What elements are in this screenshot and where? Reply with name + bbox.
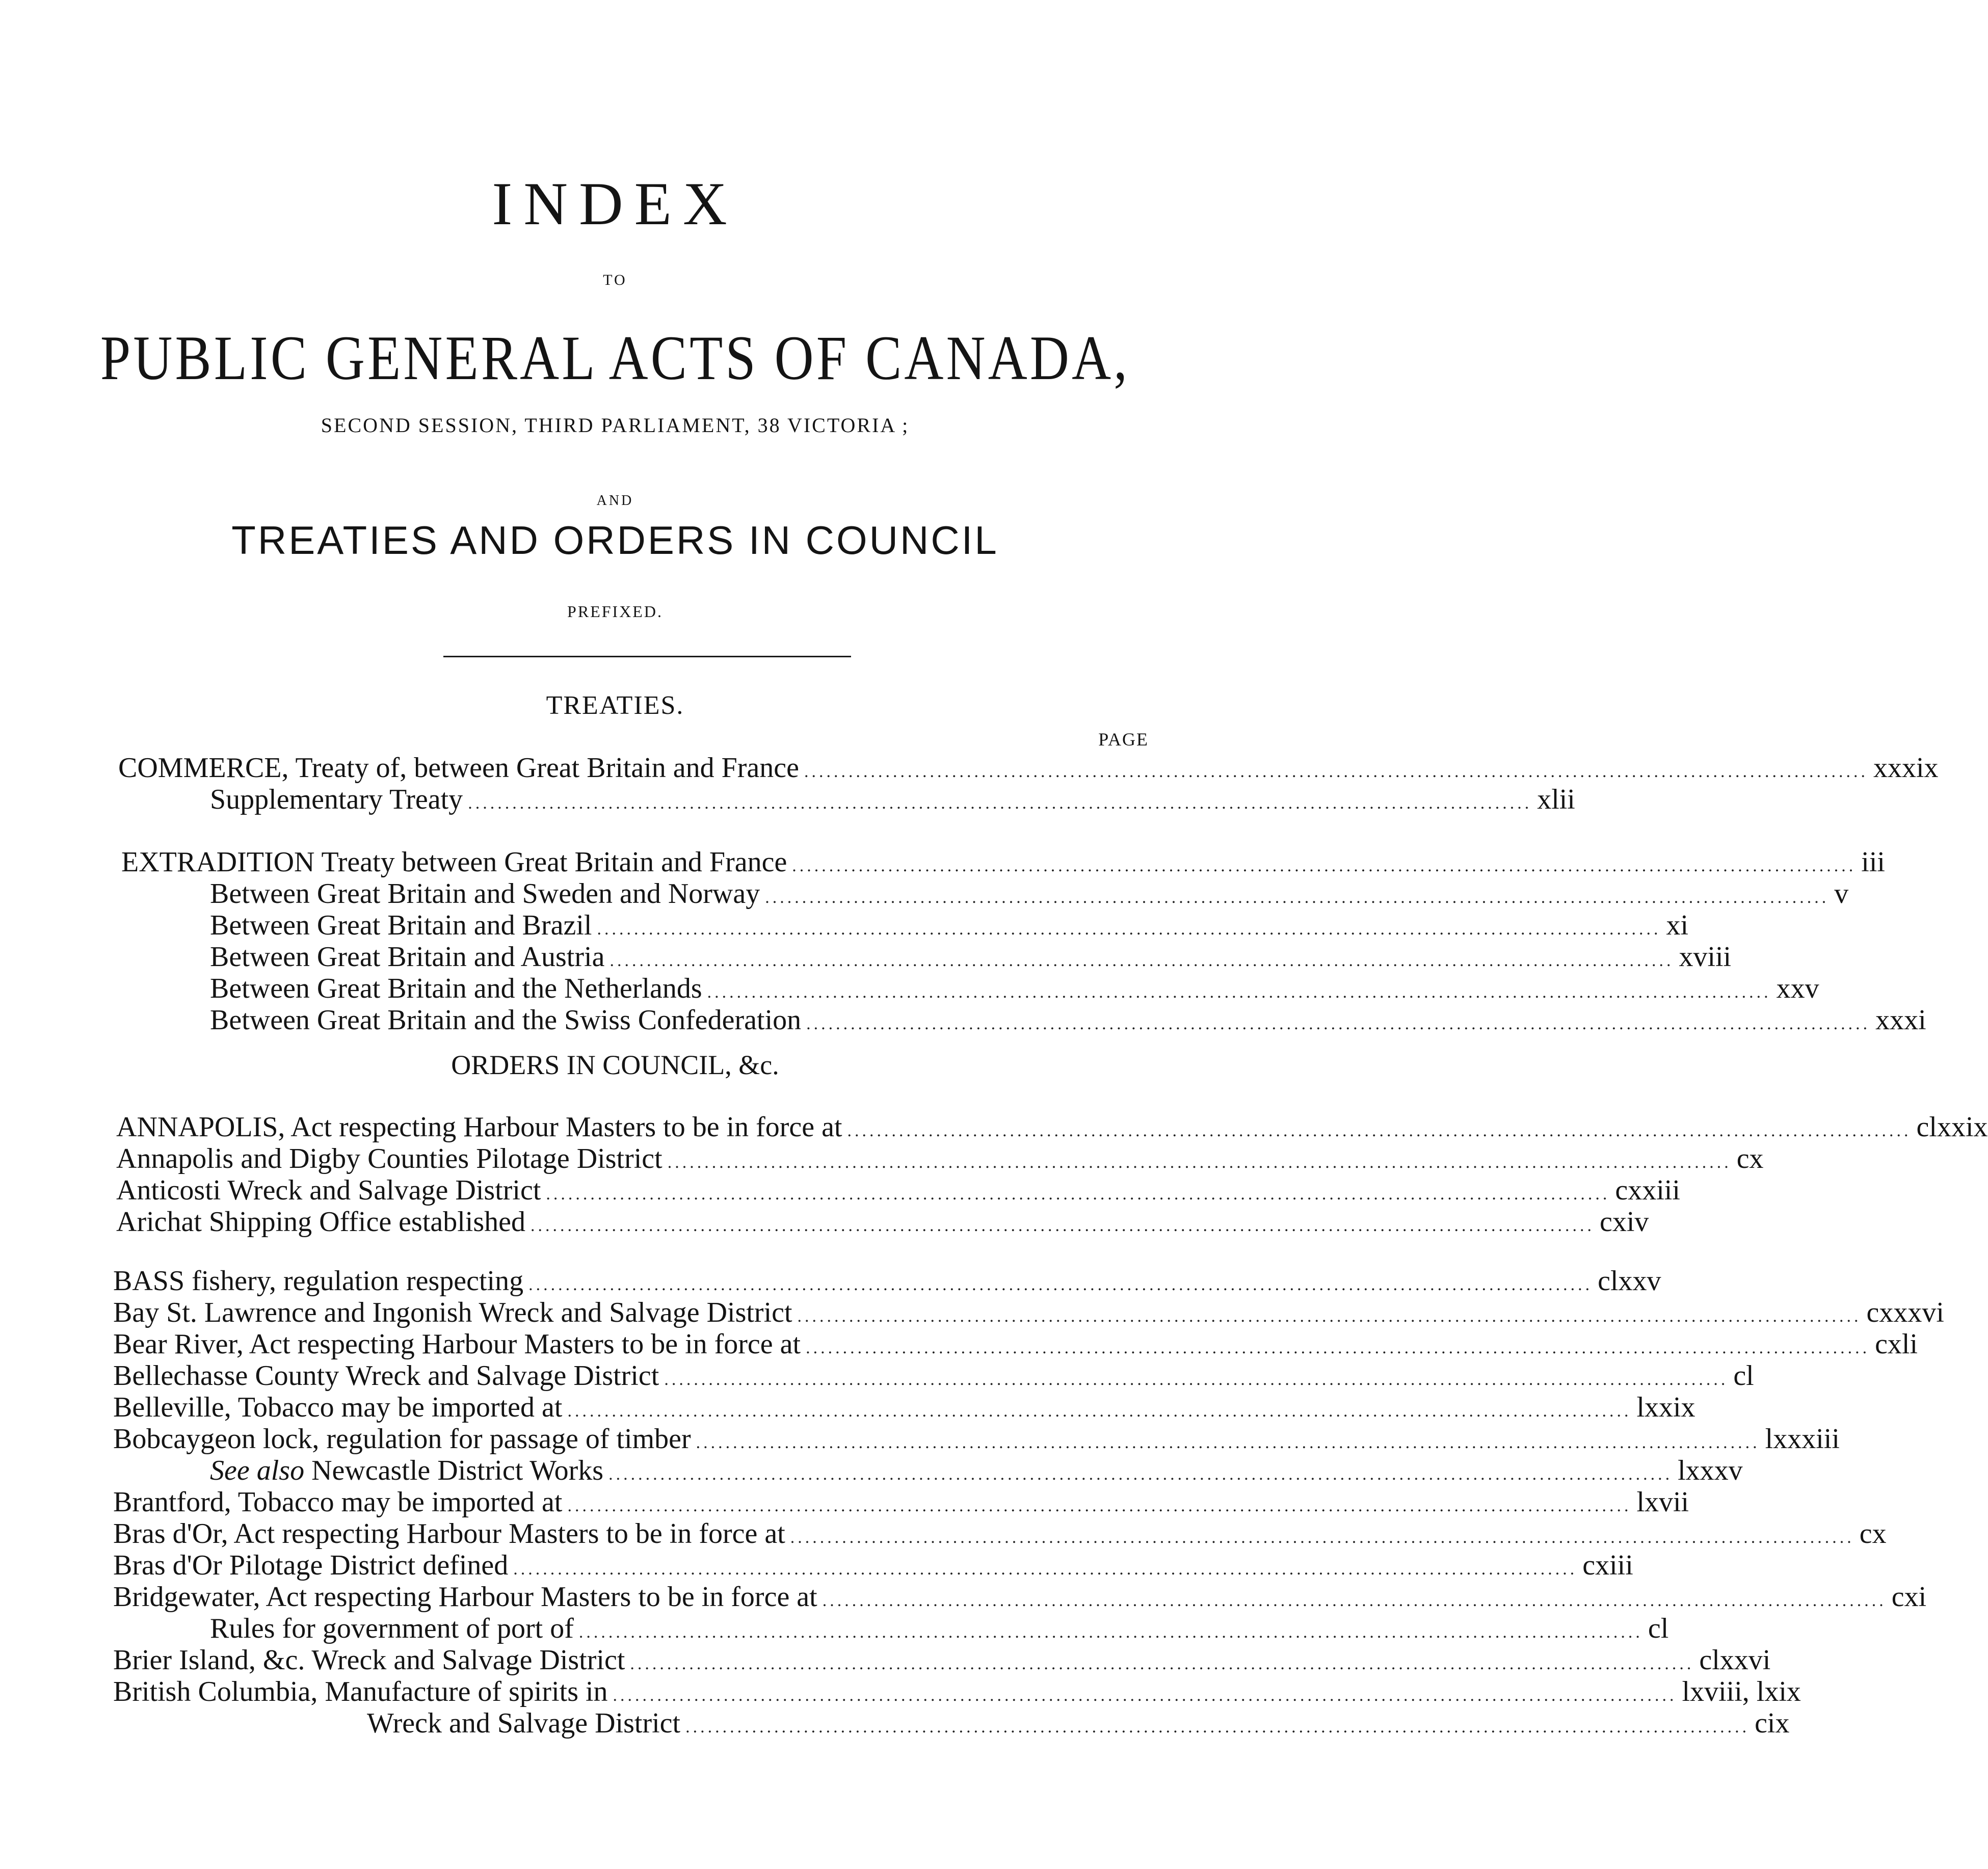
list-item: BASS fishery, regulation respecting ................................................................................................................................................ clxxv: [113, 1265, 1661, 1297]
list-item: Bear River, Act respecting Harbour Masters to be in force at ................................................................................................................................................ cxli: [113, 1328, 1918, 1360]
list-item: See also Newcastle District Works ................................................................................................................................................ lxxxv: [210, 1455, 1743, 1486]
list-item: Anticosti Wreck and Salvage District ................................................................................................................................................ cxxiii: [116, 1174, 1680, 1206]
list-item: Bellechasse County Wreck and Salvage District ................................................................................................................................................ cl: [113, 1360, 1754, 1392]
list-item: Bridgewater, Act respecting Harbour Masters to be in force at ................................................................................................................................................ cxi: [113, 1581, 1927, 1613]
list-item: Between Great Britain and the Netherlands ................................................................................................................................................ xxv: [210, 973, 1819, 1004]
list-item: Rules for government of port of ................................................................................................................................................ cl: [210, 1613, 1669, 1644]
list-item: Between Great Britain and Brazil ................................................................................................................................................ xi: [210, 910, 1689, 941]
list-item: Brantford, Tobacco may be imported at ................................................................................................................................................ lxvii: [113, 1486, 1689, 1518]
treaties-orders-title: TREATIES AND ORDERS IN COUNCIL: [231, 518, 999, 563]
list-item: COMMERCE, Treaty of, between Great Britain and France ................................................................................................................................................ xxxix: [118, 752, 1939, 784]
to-label: TO: [603, 272, 627, 288]
list-item: Bras d'Or Pilotage District defined ................................................................................................................................................ cxiii: [113, 1550, 1633, 1581]
list-item: Between Great Britain and the Swiss Confederation ................................................................................................................................................ xxxi: [210, 1004, 1926, 1036]
list-item: Belleville, Tobacco may be imported at ................................................................................................................................................ lxxix: [113, 1392, 1695, 1423]
treaties-heading: TREATIES.: [546, 691, 684, 720]
list-item: EXTRADITION Treaty between Great Britain and France ................................................................................................................................................ iii: [121, 846, 1885, 878]
see-also-label: See also: [210, 1455, 305, 1486]
session-subtitle: SECOND SESSION, THIRD PARLIAMENT, 38 VICTORIA ;: [321, 414, 910, 437]
list-item: Supplementary Treaty ................................................................................................................................................ xlii: [210, 784, 1575, 815]
acts-title: PUBLIC GENERAL ACTS OF CANADA,: [100, 323, 1130, 393]
orders-heading: ORDERS IN COUNCIL, &c.: [451, 1050, 779, 1080]
and-label: AND: [596, 493, 634, 509]
list-item: Bobcaygeon lock, regulation for passage of timber ................................................................................................................................................ lxxxiii: [113, 1423, 1840, 1455]
list-item: British Columbia, Manufacture of spirits in ................................................................................................................................................ lxviii, lxix: [113, 1676, 1801, 1707]
page-column-heading: PAGE: [1098, 729, 1149, 750]
list-item: Wreck and Salvage District ................................................................................................................................................ cix: [367, 1707, 1790, 1739]
prefixed-label: PREFIXED.: [567, 602, 663, 621]
list-item: Bras d'Or, Act respecting Harbour Masters to be in force at ................................................................................................................................................ cx: [113, 1518, 1887, 1550]
index-title: INDEX: [492, 170, 738, 237]
list-item: Arichat Shipping Office established ................................................................................................................................................ cxiv: [116, 1206, 1649, 1238]
list-item: Annapolis and Digby Counties Pilotage District ................................................................................................................................................ cx: [116, 1143, 1764, 1174]
list-item: Between Great Britain and Sweden and Norway ................................................................................................................................................ v: [210, 878, 1849, 910]
list-item: ANNAPOLIS, Act respecting Harbour Masters to be in force at ................................................................................................................................................ clxxix: [116, 1111, 1988, 1143]
list-item: Between Great Britain and Austria ................................................................................................................................................ xviii: [210, 941, 1732, 973]
divider-rule: [443, 656, 851, 657]
list-item: Bay St. Lawrence and Ingonish Wreck and Salvage District ................................................................................................................................................ cxxxvi: [113, 1297, 1944, 1328]
list-item: Brier Island, &c. Wreck and Salvage District ................................................................................................................................................ clxxvi: [113, 1644, 1771, 1676]
